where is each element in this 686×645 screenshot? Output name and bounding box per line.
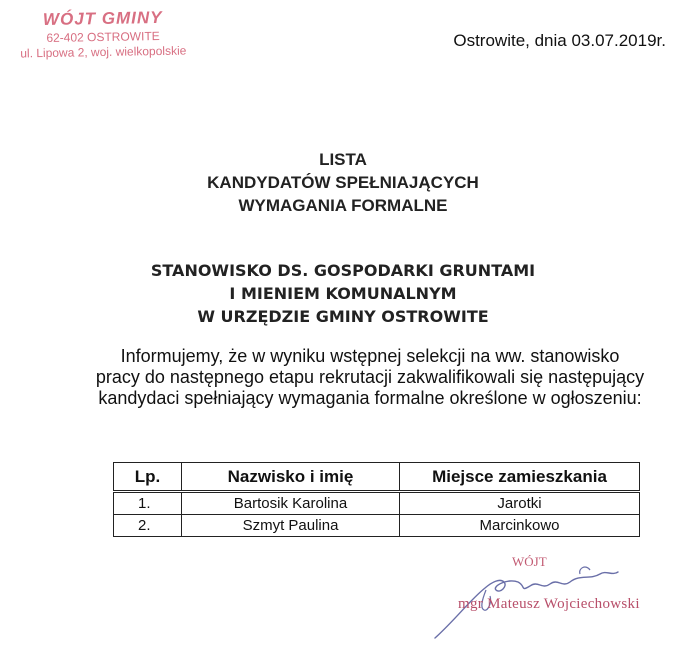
signature-name: mgr Mateusz Wojciechowski xyxy=(458,596,640,612)
column-header-residence: Miejsce zamieszkania xyxy=(400,463,640,492)
title-line: LISTA xyxy=(319,150,367,169)
intro-line: Informujemy, że w wyniku wstępnej selekcji na ww. stanowisko xyxy=(120,346,620,366)
cell-name: Bartosik Karolina xyxy=(182,492,400,515)
column-header-lp: Lp. xyxy=(114,463,182,492)
candidates-table xyxy=(113,462,640,537)
title-line: KANDYDATÓW SPEŁNIAJĄCYCH xyxy=(207,173,479,192)
intro-paragraph xyxy=(70,346,670,409)
document-title xyxy=(0,148,686,217)
signature-title: WÓJT xyxy=(512,554,547,569)
cell-lp: 2. xyxy=(114,515,182,537)
cell-residence: Marcinkowo xyxy=(400,515,640,537)
position-line: W URZĘDZIE GMINY OSTROWITE xyxy=(197,307,489,326)
position-line: I MIENIEM KOMUNALNYM xyxy=(229,284,457,303)
table-header-row xyxy=(114,463,640,492)
position-line: STANOWISKO DS. GOSPODARKI GRUNTAMI xyxy=(150,261,536,280)
stamp-address-line: 62-402 OSTROWITE xyxy=(46,29,160,45)
intro-line: kandydaci spełniający wymagania formalne określone w ogłoszeniu: xyxy=(98,388,642,408)
table-row xyxy=(114,492,640,515)
position-title xyxy=(0,259,686,328)
cell-name: Szmyt Paulina xyxy=(182,515,400,537)
document-date: Ostrowite, dnia 03.07.2019r. xyxy=(453,31,666,50)
official-stamp xyxy=(8,6,199,61)
stamp-title: WÓJT GMINY xyxy=(42,7,163,30)
title-line: WYMAGANIA FORMALNE xyxy=(238,196,448,215)
column-header-name: Nazwisko i imię xyxy=(182,463,400,492)
cell-residence: Jarotki xyxy=(400,492,640,515)
table-row xyxy=(114,515,640,537)
cell-lp: 1. xyxy=(114,492,182,515)
intro-line: pracy do następnego etapu rekrutacji zakwalifikowali się następujący xyxy=(95,367,645,387)
stamp-address-line: ul. Lipowa 2, woj. wielkopolskie xyxy=(20,43,187,61)
